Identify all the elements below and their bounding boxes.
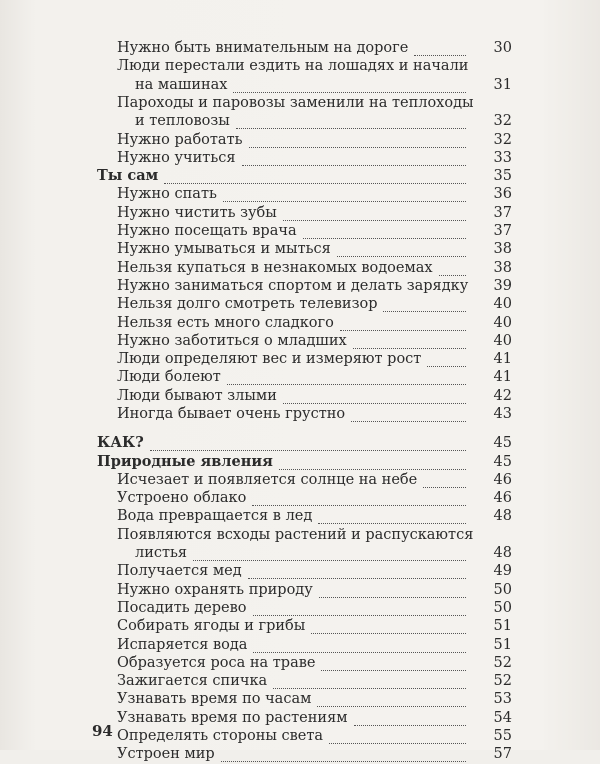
toc-entry-title: и тепловозы — [135, 113, 230, 130]
toc-entry-title: Нельзя купаться в незнакомых водоемах — [117, 259, 433, 276]
toc-entry-title: Определять стороны света — [117, 728, 324, 745]
toc-entry-page: 55 — [493, 728, 512, 745]
dot-leader — [353, 334, 466, 349]
toc-entry-page: 30 — [493, 40, 512, 56]
toc-entry-title: Исчезает и появляется солнце на небе — [117, 471, 418, 488]
toc-entry-page: 40 — [493, 332, 512, 349]
dot-leader — [319, 583, 466, 598]
dot-leader — [317, 692, 466, 707]
toc-entry-page: 48 — [493, 545, 512, 562]
toc-entry-title: листья — [135, 545, 188, 562]
toc-entry-title: Люди перестали ездить на лошадях и начали — [117, 58, 469, 75]
toc-entry-page: 38 — [493, 259, 512, 276]
dot-leader — [248, 564, 466, 579]
toc-entry-title: Нельзя долго смотреть телевизор — [117, 296, 378, 313]
dot-leader — [236, 114, 466, 129]
toc-entry-page: 41 — [493, 369, 512, 386]
dot-leader — [253, 638, 466, 653]
toc-entry-title: Нужно спать — [117, 186, 217, 203]
toc-entry-title: Нужно охранять природу — [117, 581, 313, 598]
toc-entry-title: Пароходы и паровозы заменили на теплоходы — [117, 94, 474, 111]
toc-entry-page: 45 — [493, 435, 512, 452]
toc-entry-title: Природные явления — [97, 452, 273, 470]
toc-entry-page: 38 — [493, 241, 512, 258]
toc-entry-title: Собирать ягоды и грибы — [117, 618, 306, 635]
toc-entry-page: 40 — [493, 314, 512, 331]
dot-leader — [321, 656, 466, 671]
toc-entry-page: 45 — [493, 453, 512, 470]
dot-leader — [283, 206, 466, 221]
dot-leader — [354, 711, 467, 726]
toc-entry-title: Устроено облако — [117, 490, 247, 507]
toc-entry-page: 31 — [493, 76, 512, 93]
toc-entry-title: КАК? — [97, 434, 144, 452]
toc-entry-title: Образуется роса на траве — [117, 654, 316, 671]
dot-leader — [252, 491, 466, 506]
dot-leader — [318, 509, 466, 524]
toc-entry-title: Испаряется вода — [117, 636, 248, 653]
toc-entry-page: 39 — [493, 277, 512, 294]
toc-entry-title: Нужно заниматься спортом и делать зарядку — [117, 277, 469, 294]
toc-entry-title: Устроен мир — [117, 746, 215, 763]
dot-leader — [303, 224, 466, 239]
toc-entry-page: 41 — [493, 351, 512, 368]
dot-leader — [414, 41, 466, 56]
toc-entry-title: Получается мед — [117, 563, 242, 580]
toc-entry-page: 52 — [493, 673, 512, 690]
toc-entry-page: 40 — [493, 296, 512, 313]
toc-entry-title: Узнавать время по растениям — [117, 709, 348, 726]
dot-leader — [340, 316, 466, 331]
toc-entry-page: 32 — [493, 113, 512, 130]
dot-leader — [427, 352, 466, 367]
toc-entry-title: Нужно учиться — [117, 149, 236, 166]
toc-entry-title: Узнавать время по часам — [117, 691, 312, 708]
dot-leader — [279, 455, 466, 470]
toc-entry-page: 54 — [493, 709, 512, 726]
toc-entry-page: 37 — [493, 204, 512, 221]
dot-leader — [329, 729, 466, 744]
toc-entry-title: Люди определяют вес и измеряют рост — [117, 351, 422, 368]
toc-entry-page: 52 — [493, 654, 512, 671]
toc-entry-title: Люди бывают злыми — [117, 387, 277, 404]
toc-entry-title: Нужно умываться и мыться — [117, 241, 331, 258]
toc-entry-title: Нужно работать — [117, 131, 243, 148]
toc-entry-page: 51 — [493, 618, 512, 635]
toc-entry-title: Нужно быть внимательным на дороге — [117, 40, 409, 56]
toc-entry-title: Появляются всходы растений и распускаются — [117, 526, 474, 543]
toc-entry-page: 48 — [493, 508, 512, 525]
toc-entry-page: 53 — [493, 691, 512, 708]
toc-entry-page: 49 — [493, 563, 512, 580]
dot-leader — [164, 169, 466, 184]
dot-leader — [283, 389, 466, 404]
toc-entry-title: Ты сам — [97, 167, 159, 185]
dot-leader — [351, 407, 466, 422]
toc-entry-title: Люди болеют — [117, 369, 221, 386]
dot-leader — [150, 436, 466, 451]
toc-entry-page: 46 — [493, 490, 512, 507]
toc-entry-page: 50 — [493, 599, 512, 616]
dot-leader — [249, 133, 467, 148]
dot-leader — [311, 619, 466, 634]
dot-leader — [423, 473, 466, 488]
dot-leader — [223, 187, 466, 202]
toc-entry-page: 46 — [493, 471, 512, 488]
dot-leader — [227, 370, 466, 385]
toc-entry-title: Зажигается спичка — [117, 673, 268, 690]
toc-entry-title: Вода превращается в лед — [117, 508, 313, 525]
toc-entry-page: 51 — [493, 636, 512, 653]
toc-entry-title: Нужно заботиться о младших — [117, 332, 347, 349]
dot-leader — [193, 546, 466, 561]
toc-entry-title: Нужно чистить зубы — [117, 204, 277, 221]
toc-entry-page: 50 — [493, 581, 512, 598]
toc-entry-page: 43 — [493, 406, 512, 422]
toc-entry-page: 36 — [493, 186, 512, 203]
dot-leader — [253, 601, 466, 616]
dot-leader — [337, 242, 466, 257]
toc-entry-page: 32 — [493, 131, 512, 148]
toc-entry-page: 35 — [493, 168, 512, 185]
dot-leader — [233, 78, 466, 93]
dot-leader — [383, 297, 466, 312]
toc-entry-page: 37 — [493, 223, 512, 239]
toc-entry-title: Нужно посещать врача — [117, 223, 297, 239]
dot-leader — [439, 261, 466, 276]
toc-entry-page: 57 — [493, 746, 512, 763]
toc-entry-title: на машинах — [135, 76, 228, 93]
toc-entry-title: Нельзя есть много сладкого — [117, 314, 334, 331]
toc-entry-page: 42 — [493, 387, 512, 404]
toc-entry-page: 33 — [493, 149, 512, 166]
toc-entry-title: Посадить дерево — [117, 599, 247, 616]
dot-leader — [273, 674, 466, 689]
toc-entry-title: Иногда бывает очень грустно — [117, 406, 346, 422]
page-number: 94 — [92, 722, 113, 740]
dot-leader — [242, 151, 467, 166]
